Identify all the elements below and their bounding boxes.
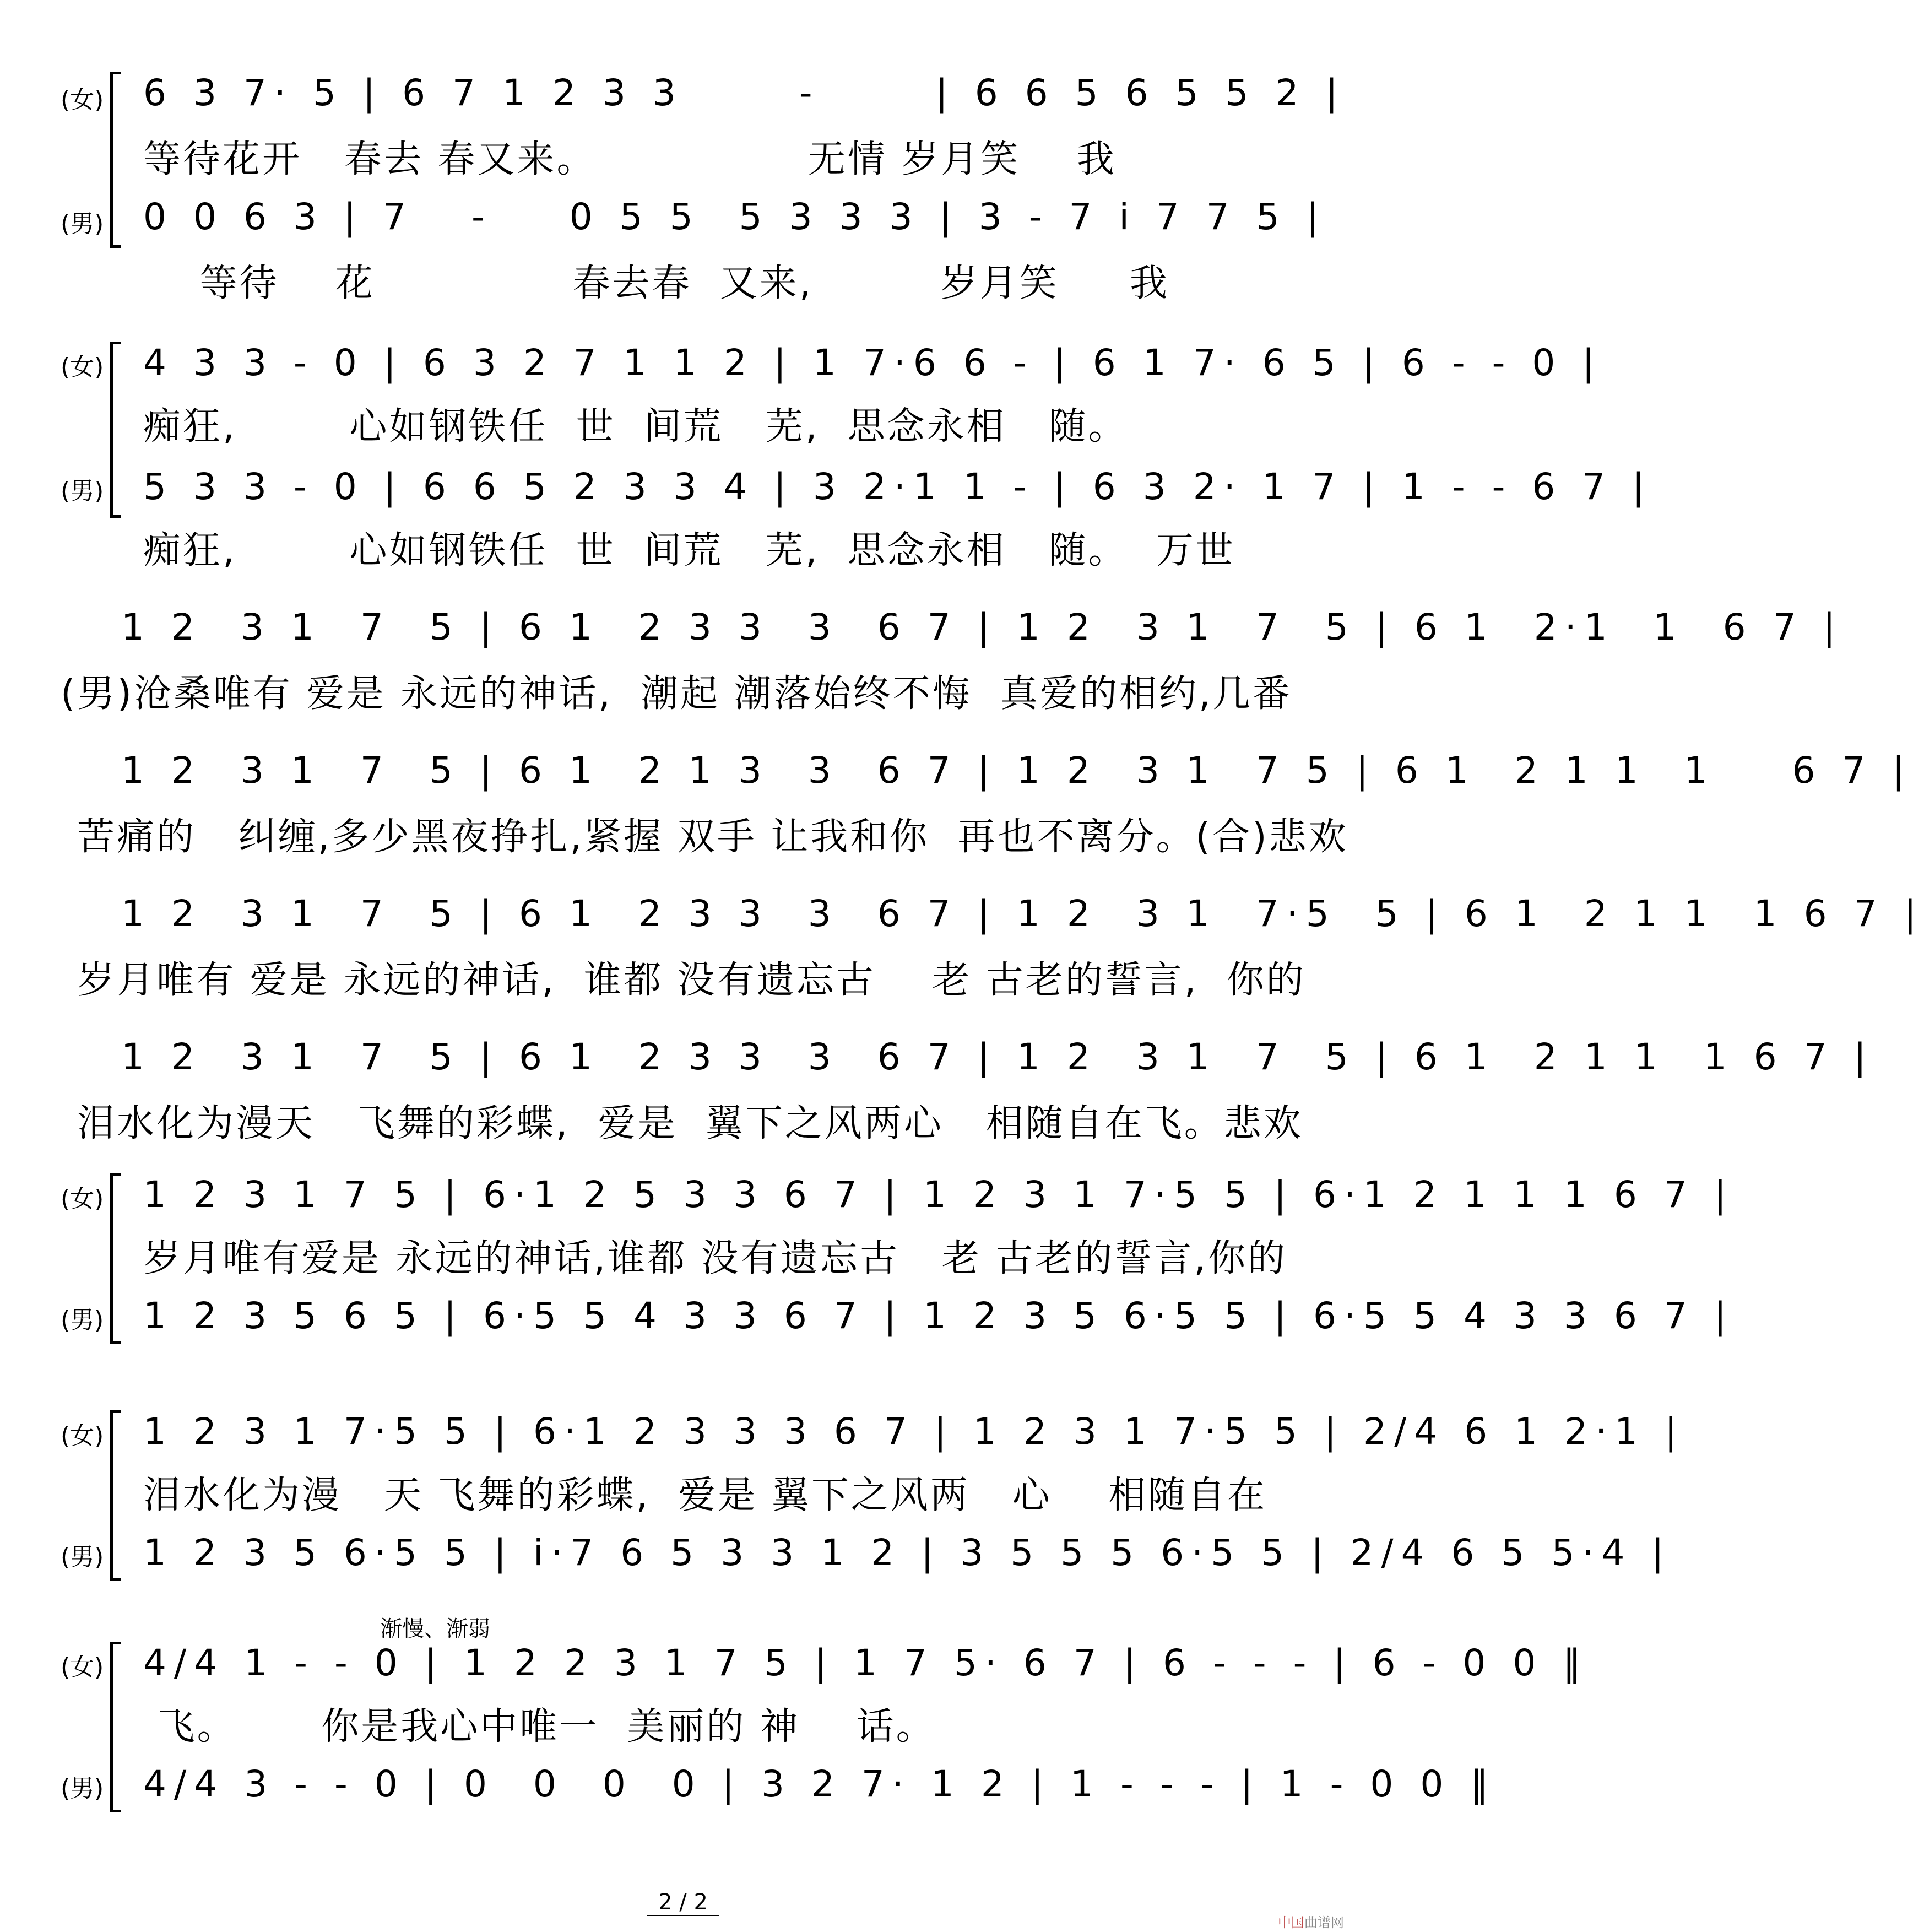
female-notes: 6 3 7· 5 | 6 7 1 2 3 3 - | 6 6 5 6 5 5 2 |: [143, 72, 1346, 114]
male-role-label: (男): [61, 210, 104, 238]
male-notes: 0 0 6 3 | 7 - 0 5 5 5 3 3 3 | 3 - 7 i 7 7 5 |: [143, 196, 1326, 238]
female-lyrics: 痴狂, 心如钢铁任 世 间荒 芜, 思念永相 随。: [143, 405, 1128, 448]
system-bracket: [110, 342, 121, 518]
site-watermark: [1278, 1912, 1344, 1931]
system-bracket: [110, 1642, 121, 1812]
male-notes: 4/4 3 - - 0 | 0 0 0 0 | 3 2 7· 1 2 | 1 - - - | 1 - 0 0 ‖: [143, 1763, 1497, 1805]
page-number-text: 2 / 2: [647, 1890, 719, 1916]
female-notes: 1 2 3 1 7·5 5 | 6·1 2 3 3 3 6 7 | 1 2 3 1 7·5 5 | 2/4 6 1 2·1 |: [143, 1410, 1685, 1453]
male-notes: 1 2 3 5 6 5 | 6·5 5 4 3 3 6 7 | 1 2 3 5 6·5 5 | 6·5 5 4 3 3 6 7 |: [143, 1295, 1735, 1337]
system-bracket: [110, 72, 121, 248]
unison-lyrics: (男)沧桑唯有 爱是 永远的神话, 潮起 潮落始终不悔 真爱的相约,几番: [61, 672, 1292, 716]
page-number: [0, 1890, 1366, 1915]
unison-notes: 1 2 3 1 7 5 | 6 1 2 1 3 3 6 7 | 1 2 3 1 7 5 | 6 1 2 1 1 1 6 7 |: [121, 749, 1912, 792]
system-bracket: [110, 1410, 121, 1581]
male-role-label: (男): [61, 1774, 104, 1803]
female-role-label: (女): [61, 1653, 104, 1681]
unison-notes: 1 2 3 1 7 5 | 6 1 2 3 3 3 6 7 | 1 2 3 1 7 5 | 6 1 2·1 1 6 7 |: [121, 606, 1843, 648]
male-role-label: (男): [61, 477, 104, 505]
tempo-marking: 渐慢、渐弱: [380, 1616, 490, 1642]
male-role-label: (男): [61, 1543, 104, 1571]
female-lyrics: 飞。 你是我心中唯一 美丽的 神 话。: [143, 1705, 936, 1749]
female-role-label: (女): [61, 1185, 104, 1213]
female-notes: 1 2 3 1 7 5 | 6·1 2 5 3 3 6 7 | 1 2 3 1 7·5 5 | 6·1 2 1 1 1 6 7 |: [143, 1173, 1735, 1216]
male-notes: 1 2 3 5 6·5 5 | i·7 6 5 3 3 1 2 | 3 5 5 5 6·5 5 | 2/4 6 5 5·4 |: [143, 1531, 1672, 1574]
unison-lyrics: 岁月唯有 爱是 永远的神话, 谁都 没有遗忘古 老 古老的誓言, 你的: [77, 959, 1306, 1002]
female-lyrics: 岁月唯有爱是 永远的神话,谁都 没有遗忘古 老 古老的誓言,你的: [143, 1237, 1287, 1280]
system-bracket: [110, 1173, 121, 1344]
female-role-label: (女): [61, 353, 104, 381]
unison-notes: 1 2 3 1 7 5 | 6 1 2 3 3 3 6 7 | 1 2 3 1 7·5 5 | 6 1 2 1 1 1 6 7 |: [121, 892, 1924, 935]
male-lyrics: 痴狂, 心如钢铁任 世 间荒 芜, 思念永相 随。 万世: [143, 529, 1235, 572]
male-role-label: (男): [61, 1306, 104, 1334]
female-role-label: (女): [61, 86, 104, 114]
male-lyrics: 等待 花 春去春 又来, 岁月笑 我: [143, 262, 1169, 305]
unison-lyrics: 泪水化为漫天 飞舞的彩蝶, 爱是 翼下之风两心 相随自在飞。悲欢: [77, 1102, 1303, 1145]
female-lyrics: 泪水化为漫 天 飞舞的彩蝶, 爱是 翼下之风两 心 相随自在: [143, 1474, 1267, 1517]
female-notes: 4 3 3 - 0 | 6 3 2 7 1 1 2 | 1 7·6 6 - | 6 1 7· 6 5 | 6 - - 0 |: [143, 342, 1602, 384]
unison-lyrics: 苦痛的 纠缠,多少黑夜挣扎,紧握 双手 让我和你 再也不离分。(合)悲欢: [77, 815, 1348, 859]
female-role-label: (女): [61, 1422, 104, 1450]
unison-notes: 1 2 3 1 7 5 | 6 1 2 3 3 3 6 7 | 1 2 3 1 7 5 | 6 1 2 1 1 1 6 7 |: [121, 1036, 1874, 1078]
female-lyrics: 等待花开 春去 春又来。 无情 岁月笑 我: [143, 138, 1117, 181]
watermark-a: 中国: [1278, 1915, 1304, 1930]
watermark-b: 曲谱网: [1304, 1915, 1344, 1930]
female-notes: 4/4 1 - - 0 | 1 2 2 3 1 7 5 | 1 7 5· 6 7 | 6 - - - | 6 - 0 0 ‖: [143, 1642, 1589, 1684]
male-notes: 5 3 3 - 0 | 6 6 5 2 3 3 4 | 3 2·1 1 - | 6 3 2· 1 7 | 1 - - 6 7 |: [143, 466, 1652, 508]
